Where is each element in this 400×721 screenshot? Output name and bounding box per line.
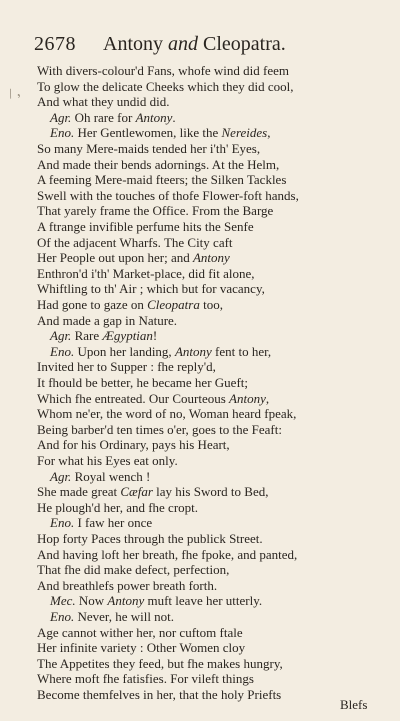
title-and: and — [168, 33, 198, 55]
text-line: That fhe did make defect, perfection, — [37, 562, 230, 578]
text-line: Enthron'd i'th' Market-place, did fit alone, — [37, 265, 255, 281]
text-line: So many Mere-maids tended her i'th' Eyes, — [37, 141, 261, 156]
text-line: Which fhe entreated. Our Courteous Antony, — [37, 390, 270, 406]
text-line: Being barber'd ten times o'er, goes to the Feaft: — [37, 421, 282, 437]
text-line: And breathlefs power breath forth. — [37, 577, 218, 593]
text-line: Hop forty Paces through the publick Street. — [37, 531, 263, 546]
margin-mark: / , — [6, 84, 22, 103]
text-line: Of the adjacent Wharfs. The City caft — [37, 234, 233, 250]
text-line: Mec. Now Antony muft leave her utterly. — [50, 593, 263, 609]
text-line: Swell with the touches of thofe Flower-foft hands, — [37, 187, 299, 203]
running-header — [0, 33, 400, 59]
text-line: Whom ne'er, the word of no, Woman heard fpeak, — [37, 406, 297, 422]
text-line: A ftrange invifible perfume hits the Senfe — [37, 219, 254, 234]
text-line: It fhould be better, he became her Gueft; — [37, 375, 248, 390]
running-title — [103, 33, 286, 56]
text-line: Age cannot wither her, nor cuftom ftale — [37, 624, 243, 640]
catchword: Blefs — [340, 697, 368, 712]
text-line: And for his Ordinary, pays his Heart, — [37, 437, 230, 453]
text-line: Agr. Royal wench ! — [50, 468, 151, 484]
text-line: And what they undid did. — [37, 94, 170, 110]
title-start: Antony — [103, 33, 168, 55]
text-line: Become themfelves in her, that the holy Priefts — [37, 687, 282, 702]
text-line: Where moft fhe fatisfies. For vileft things — [37, 671, 254, 687]
text-line: With divers-colour'd Fans, whofe wind did feem — [37, 63, 290, 78]
text-line: Eno. Never, he will not. — [50, 609, 175, 624]
text-line: That yarely frame the Office. From the Barge — [37, 203, 274, 219]
text-line: For what his Eyes eat only. — [37, 453, 178, 468]
text-line: Invited her to Supper : fhe reply'd, — [37, 359, 216, 375]
text-line: And made a gap in Nature. — [37, 312, 178, 328]
text-line: Had gone to gaze on Cleopatra too, — [37, 297, 223, 312]
text-line: And made their bends adornings. At the Helm, — [37, 156, 280, 172]
title-end: Cleopatra. — [198, 33, 286, 55]
text-line: Her infinite variety : Other Women cloy — [37, 640, 246, 656]
text-line: He plough'd her, and fhe cropt. — [37, 499, 199, 515]
text-line: The Appetites they feed, but fhe makes hungry, — [37, 655, 283, 671]
text-line: Whiftling to th' Air ; which but for vacancy, — [37, 281, 265, 297]
text-line: Her People out upon her; and Antony — [37, 250, 230, 266]
text-line: Eno. Upon her landing, Antony fent to her, — [50, 343, 272, 359]
text-line: She made great Cæfar lay his Sword to Bed, — [37, 484, 269, 500]
text-line: Eno. I faw her once — [50, 515, 153, 531]
text-line: Agr. Rare Ægyptian! — [50, 328, 158, 344]
page-number: 2678 — [34, 33, 76, 55]
text-line: Eno. Her Gentlewomen, like the Nereides, — [50, 125, 271, 141]
text-line: To glow the delicate Cheeks which they did cool, — [37, 78, 294, 94]
text-line: A feeming Mere-maid fteers; the Silken Tackles — [37, 172, 287, 188]
text-line: Agr. Oh rare for Antony. — [50, 109, 176, 125]
text-line: And having loft her breath, fhe fpoke, and panted, — [37, 546, 298, 562]
